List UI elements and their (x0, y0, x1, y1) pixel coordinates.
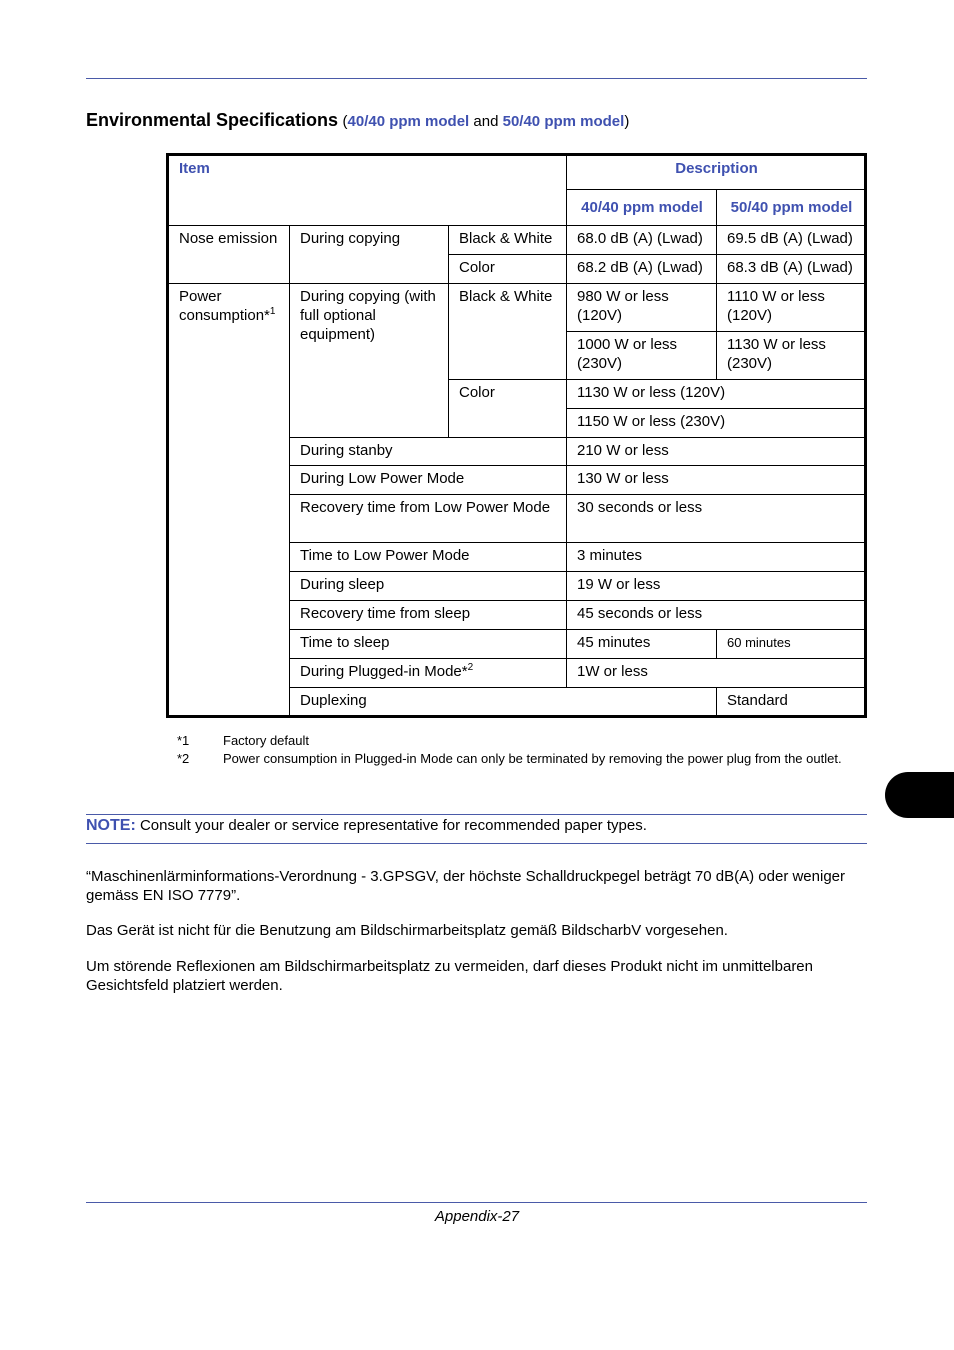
power-bw-label: Black & White (449, 284, 567, 380)
footnote-2 (177, 750, 842, 768)
power-color-120: 1130 W or less (120V) (567, 380, 866, 409)
row-label: Time to Low Power Mode (290, 543, 567, 572)
header-col-50-40: 50/40 ppm model (717, 190, 866, 226)
noise-bw-a: 68.0 dB (A) (Lwad) (567, 226, 717, 255)
chapter-tab-marker (885, 772, 954, 818)
row-label: During sleep (290, 572, 567, 601)
noise-mode: During copying (290, 226, 449, 284)
row-label: Recovery time from sleep (290, 601, 567, 630)
power-color-label: Color (449, 380, 567, 438)
paragraph-reflections: Um störende Reflexionen am Bildschirmarbeitsplatz zu vermeiden, darf dieses Produkt nicht im unmittelbaren Gesichtsfeld platziert werden. (86, 958, 813, 994)
noise-bw-label: Black & White (449, 226, 567, 255)
plugged-label: During Plugged-in Mode*$^2$ (290, 659, 567, 688)
section-heading (86, 110, 629, 131)
note-label: NOTE: (86, 817, 136, 834)
power-bw-230-b: 1130 W or less (230V) (717, 332, 866, 380)
heading-model-a: 40/40 ppm model (347, 113, 470, 130)
note-top-rule (86, 814, 867, 815)
table-row (168, 226, 866, 255)
power-color-230: 1150 W or less (230V) (567, 409, 866, 438)
note-bottom-rule (86, 843, 867, 844)
table-row (168, 284, 866, 332)
environmental-spec-table (166, 153, 867, 718)
heading-model-b: 50/40 ppm model (502, 113, 625, 130)
page-number: Appendix-27 (434, 1208, 520, 1225)
noise-label: Nose emission (168, 226, 290, 284)
header-description: Description (567, 155, 866, 190)
noise-color-a: 68.2 dB (A) (Lwad) (567, 255, 717, 284)
heading-models: (40/40 ppm model and 50/40 ppm model) (342, 113, 630, 130)
table-header-row (168, 155, 866, 190)
footer-rule (86, 1202, 867, 1203)
noise-color-label: Color (449, 255, 567, 284)
sleep-label: Time to sleep (290, 630, 567, 659)
plugged-value: 1W or less (567, 659, 866, 688)
sleep-value-b: 60 minutes (717, 630, 866, 659)
footnote-1 (177, 732, 309, 750)
power-copy-mode: During copying (with full optional equipment) (290, 284, 449, 438)
footnote-mark: *1 (177, 733, 190, 748)
heading-title: Environmental Specifications (86, 110, 339, 130)
noise-color-b: 68.3 dB (A) (Lwad) (717, 255, 866, 284)
header-col-40-40: 40/40 ppm model (567, 190, 717, 226)
power-bw-230-a: 1000 W or less (230V) (567, 332, 717, 380)
row-value: 130 W or less (567, 466, 866, 495)
row-label: During stanby (290, 438, 567, 466)
power-label: Power consumption*$^1$ (168, 284, 290, 717)
note-text: Consult your dealer or service representative for recommended paper types. (135, 817, 647, 834)
footnote-mark: *2 (177, 751, 190, 766)
footnote-text: Factory default (223, 733, 309, 748)
note (86, 817, 647, 835)
header-item: Item (168, 155, 567, 226)
row-value: 19 W or less (567, 572, 866, 601)
duplex-value: Standard (717, 688, 866, 717)
row-label: Recovery time from Low Power Mode (290, 495, 567, 543)
row-value: 30 seconds or less (567, 495, 866, 543)
paragraph-workplace: Das Gerät ist nicht für die Benutzung am Bildschirmarbeitsplatz gemäß BildscharbV vorgesehen. (86, 922, 728, 939)
row-value: 210 W or less (567, 438, 866, 466)
row-value: 3 minutes (567, 543, 866, 572)
duplex-label: Duplexing (290, 688, 717, 717)
row-label: During Low Power Mode (290, 466, 567, 495)
footnote-text: Power consumption in Plugged-in Mode can only be terminated by removing the power plug from the outlet. (223, 751, 842, 766)
noise-bw-b: 69.5 dB (A) (Lwad) (717, 226, 866, 255)
power-bw-120-a: 980 W or less (120V) (567, 284, 717, 332)
row-value: 45 seconds or less (567, 601, 866, 630)
paragraph-noise-regulation: “Maschinenlärminformations-Verordnung - 3.GPSGV, der höchste Schalldruckpegel beträgt 70 dB(A) oder weniger gemäss EN ISO 7779”. (86, 868, 846, 904)
top-rule (86, 78, 867, 79)
sleep-value-a: 45 minutes (567, 630, 717, 659)
power-bw-120-b: 1110 W or less (120V) (717, 284, 866, 332)
